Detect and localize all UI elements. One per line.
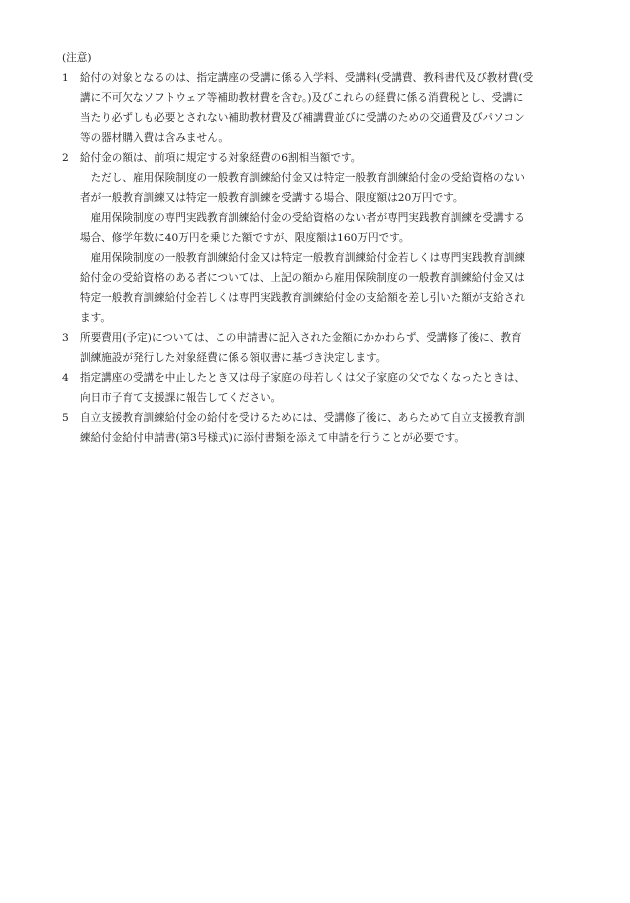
note-line: 特定一般教育訓練給付金若しくは専門実践教育訓練給付金の支給額を差し引いた額が支給され <box>80 292 525 304</box>
note-line: 等の器材購入費は含みません。 <box>80 132 229 144</box>
note-number: 1 <box>62 72 69 84</box>
note-item-3 <box>62 328 572 368</box>
note-line: 練給付金給付申請書(第3号様式)に添付書類を添えて申請を行うことが必要です。 <box>80 432 465 444</box>
note-line: 当たり必ずしも必要とされない補助教材費及び補講費並びに受講のための交通費及びパソコン <box>80 112 525 124</box>
note-number: 2 <box>62 152 69 164</box>
note-line: 者が一般教育訓練又は特定一般教育訓練を受講する場合、限度額は20万円です。 <box>80 192 464 204</box>
note-number: 3 <box>62 332 69 344</box>
notes-heading: (注意) <box>62 52 92 64</box>
note-item-2 <box>62 148 572 328</box>
note-line: 自立支援教育訓練給付金の給付を受けるためには、受講修了後に、あらためて自立支援教育訓 <box>80 412 525 424</box>
note-line: 給付金の受給資格のある者については、上記の額から雇用保険制度の一般教育訓練給付金又は <box>80 272 525 284</box>
note-line: ます。 <box>80 312 111 324</box>
note-line: 講に不可欠なソフトウェア等補助教材費を含む。)及びこれらの経費に係る消費税とし、受講に <box>80 92 524 104</box>
note-line: 訓練施設が発行した対象経費に係る領収書に基づき決定します。 <box>80 352 387 364</box>
note-line: 所要費用(予定)については、この申請書に記入された金額にかかわらず、受講修了後に、教育 <box>80 332 522 344</box>
note-item-4 <box>62 368 572 408</box>
note-number: 4 <box>62 372 69 384</box>
note-item-5 <box>62 408 572 448</box>
note-paragraph-start: 雇用保険制度の専門実践教育訓練給付金の受給資格のない者が専門実践教育訓練を受講する <box>90 212 525 224</box>
note-number: 5 <box>62 412 69 424</box>
note-line: 向日市子育て支援課に報告してください。 <box>80 392 282 404</box>
note-paragraph-start: ただし、雇用保険制度の一般教育訓練給付金又は特定一般教育訓練給付金の受給資格のない <box>90 172 525 184</box>
note-line: 給付の対象となるのは、指定講座の受講に係る入学料、受講料(受講費、教科書代及び教材費(受 <box>80 72 534 84</box>
note-item-1 <box>62 68 572 148</box>
note-paragraph-start: 雇用保険制度の一般教育訓練給付金又は特定一般教育訓練給付金若しくは専門実践教育訓練 <box>90 252 525 264</box>
note-line: 指定講座の受講を中止したとき又は母子家庭の母若しくは父子家庭の父でなくなったときは、 <box>80 372 525 384</box>
note-line: 場合、修学年数に40万円を乗じた額ですが、限度額は160万円です。 <box>80 232 410 244</box>
note-line: 給付金の額は、前項に規定する対象経費の6割相当額です。 <box>80 152 362 164</box>
